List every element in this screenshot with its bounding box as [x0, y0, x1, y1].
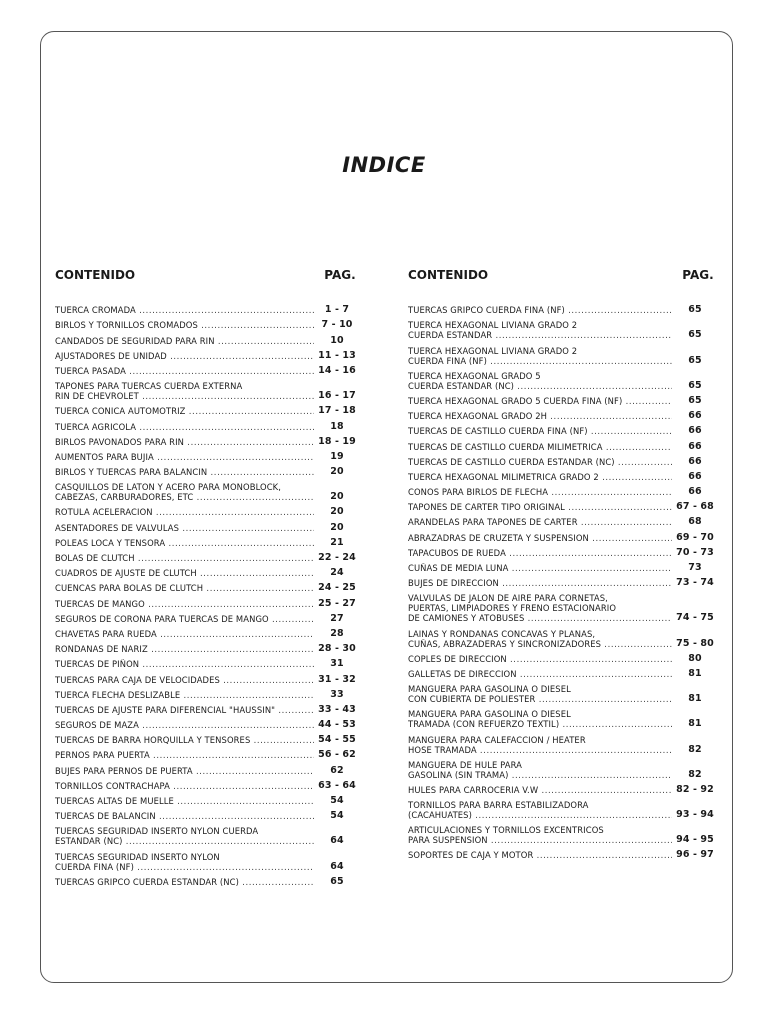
entry-title	[55, 406, 314, 416]
index-entry	[55, 776, 360, 791]
entry-title	[408, 346, 672, 366]
index-entry	[55, 517, 360, 532]
entry-title	[55, 305, 314, 315]
entry-page-number: 7 - 10	[321, 319, 353, 331]
entry-title	[55, 766, 314, 776]
entry-title-line: BIRLOS PAVONADOS PARA RIN .....	[55, 437, 314, 447]
index-entry	[55, 477, 360, 502]
index-entry	[408, 406, 718, 421]
entry-page-number: 65	[688, 379, 702, 391]
entry-page-number: 69 - 70	[676, 531, 714, 543]
entry-title-line: CUERDA FINA (NF) .....	[408, 356, 672, 366]
entry-page-number: 73 - 74	[676, 577, 714, 589]
entry-title	[408, 533, 672, 543]
entry-title-line: BIRLOS Y TORNILLOS CROMADOS .....	[55, 320, 314, 330]
entry-title	[55, 538, 314, 548]
entry-page-number: 68	[688, 516, 702, 528]
entry-page-number: 75 - 80	[676, 637, 714, 649]
index-entry	[408, 467, 718, 482]
entry-page-number: 21	[330, 536, 344, 548]
entry-title	[408, 800, 672, 820]
entry-title	[55, 877, 314, 887]
entry-title-line: BUJES DE DIRECCION .....	[408, 578, 672, 588]
entry-page-number: 33	[330, 688, 344, 700]
entry-title	[408, 563, 672, 573]
index-entry	[55, 745, 360, 760]
entry-title-line: TUERCAS SEGURIDAD INSERTO NYLON CUERDA	[55, 826, 259, 837]
entry-title-line: TUERCAS DE CASTILLO CUERDA FINA (NF) .....	[408, 426, 672, 436]
entry-page-number: 65	[688, 394, 702, 406]
entry-page-number: 11 - 13	[318, 349, 356, 361]
entry-page-number: 28 - 30	[318, 643, 356, 655]
entry-title	[408, 472, 672, 482]
pag-header: PAG.	[682, 268, 714, 282]
index-entry	[55, 578, 360, 593]
entry-title-line: PERNOS PARA PUERTA .....	[55, 750, 314, 760]
entry-page-number: 81	[688, 693, 702, 705]
entry-page-number: 73	[688, 562, 702, 573]
index-entry	[408, 729, 718, 754]
entry-title	[408, 735, 672, 755]
entry-title-line: ESTANDAR (NC) .....	[55, 836, 314, 846]
entry-page-number: 20	[330, 521, 344, 533]
entry-title-line: PARA SUSPENSION .....	[408, 835, 672, 845]
pag-header: PAG.	[324, 268, 356, 282]
index-entry	[55, 791, 360, 806]
entry-page-number: 25 - 27	[318, 597, 356, 609]
entry-page-number: 10	[330, 334, 344, 346]
right-column-header	[408, 268, 718, 288]
entry-page-number: 33 - 43	[318, 703, 356, 715]
index-entry	[55, 872, 360, 887]
index-entry	[55, 624, 360, 639]
index-entry	[408, 527, 718, 542]
index-entry	[55, 685, 360, 700]
entry-page-number: 17 - 18	[318, 405, 356, 417]
entry-page-number: 20	[330, 506, 344, 518]
entry-title	[55, 750, 314, 760]
entry-title-line: TUERCA HEXAGONAL MILIMETRICA GRADO 2 .....	[408, 472, 672, 482]
index-entry	[408, 558, 718, 573]
entry-title	[55, 351, 314, 361]
entry-title-line: CUERDA ESTANDAR (NC) .....	[408, 381, 672, 391]
entry-title	[55, 629, 314, 639]
left-column	[55, 268, 360, 887]
index-entry	[408, 588, 718, 623]
left-column-header	[55, 268, 360, 288]
entry-page-number: 27	[330, 612, 344, 624]
entry-title-line: TUERCA HEXAGONAL GRADO 5 CUERDA FINA (NF) .....	[408, 396, 672, 406]
entry-title-line: HULES PARA CARROCERIA V.W .....	[408, 785, 672, 795]
entry-title-line: ABRAZADRAS DE CRUZETA Y SUSPENSION .....	[408, 533, 672, 543]
index-entry	[55, 821, 360, 846]
entry-title	[55, 659, 314, 669]
entry-title	[408, 825, 672, 845]
index-entry	[55, 715, 360, 730]
entry-page-number: 67 - 68	[676, 501, 714, 513]
entry-title	[408, 487, 672, 497]
entry-page-number: 16 - 17	[318, 390, 356, 402]
entry-page-number: 44 - 53	[318, 719, 356, 731]
index-entry	[408, 649, 718, 664]
entry-title-line: TUERCA PASADA .....	[55, 366, 314, 376]
entry-title-line: CUENCAS PARA BOLAS DE CLUTCH .....	[55, 583, 314, 593]
entry-title	[55, 320, 314, 330]
index-entry	[55, 346, 360, 361]
entry-title	[408, 850, 672, 860]
entry-title	[408, 457, 672, 467]
index-entry	[408, 315, 718, 340]
right-entries	[408, 300, 718, 860]
entry-title-line: TUERCAS DE CASTILLO CUERDA ESTANDAR (NC) .....	[408, 457, 672, 467]
entry-title	[408, 654, 672, 664]
entry-title-line: TUERCA HEXAGONAL LIVIANA GRADO 2	[408, 320, 578, 331]
index-entry	[55, 447, 360, 462]
index-entry	[408, 482, 718, 497]
index-entry	[408, 497, 718, 512]
entry-title	[55, 599, 314, 609]
entry-title	[55, 690, 314, 700]
index-entry	[408, 679, 718, 704]
contenido-header: CONTENIDO	[55, 268, 136, 282]
entry-title	[408, 593, 672, 623]
entry-title-line: BOLAS DE CLUTCH .....	[55, 553, 314, 563]
entry-title-line: AJUSTADORES DE UNIDAD .....	[55, 351, 314, 361]
index-entry	[408, 780, 718, 795]
index-entry	[408, 573, 718, 588]
index-entry	[55, 760, 360, 775]
index-entry	[55, 401, 360, 416]
entry-title-line: BUJES PARA PERNOS DE PUERTA .....	[55, 766, 314, 776]
entry-title-line: MANGUERA PARA GASOLINA O DIESEL	[408, 709, 571, 720]
entry-title-line: TUERCA HEXAGONAL GRADO 2H .....	[408, 411, 672, 421]
entry-title-line: VALVULAS DE JALON DE AIRE PARA CORNETAS,	[408, 593, 608, 604]
entry-title-line: GALLETAS DE DIRECCION .....	[408, 669, 672, 679]
index-entry	[408, 421, 718, 436]
entry-title-line: TUERCAS DE CASTILLO CUERDA MILIMETRICA .....	[408, 442, 672, 452]
entry-page-number: 66	[688, 470, 702, 482]
right-column	[408, 268, 718, 860]
entry-title	[55, 467, 314, 477]
entry-title	[55, 675, 314, 685]
entry-title-line: PUERTAS, LIMPIADORES Y FRENO ESTACIONARIO	[408, 603, 617, 614]
entry-page-number: 31	[330, 658, 344, 670]
index-entry	[55, 502, 360, 517]
entry-title-line: TUERCA CONICA AUTOMOTRIZ .....	[55, 406, 314, 416]
index-entry	[408, 623, 718, 648]
entry-page-number: 14 - 16	[318, 364, 356, 376]
entry-page-number: 66	[688, 425, 702, 437]
entry-title-line: TUERCAS GRIPCO CUERDA FINA (NF) .....	[408, 305, 672, 315]
entry-title-line: TUERCA AGRICOLA .....	[55, 422, 314, 432]
entry-title	[408, 629, 672, 649]
entry-title-line: CANDADOS DE SEGURIDAD PARA RIN .....	[55, 336, 314, 346]
entry-page-number: 19	[330, 450, 344, 462]
entry-title	[55, 826, 314, 846]
entry-title	[55, 366, 314, 376]
index-entry	[408, 436, 718, 451]
index-entry	[55, 654, 360, 669]
entry-title-line: GASOLINA (SIN TRAMA) .....	[408, 770, 672, 780]
entry-title-line: MANGUERA PARA GASOLINA O DIESEL	[408, 684, 571, 695]
entry-title-line: TAPONES DE CARTER TIPO ORIGINAL .....	[408, 502, 672, 512]
index-entry	[55, 669, 360, 684]
entry-page-number: 70 - 73	[676, 546, 714, 558]
entry-title-line: TUERCA HEXAGONAL LIVIANA GRADO 2	[408, 345, 578, 356]
entry-title-line: SEGUROS DE MAZA .....	[55, 720, 314, 730]
entry-title	[55, 796, 314, 806]
index-entry	[408, 512, 718, 527]
entry-page-number: 24	[330, 567, 344, 579]
entry-title-line: TUERCAS DE BALANCIN .....	[55, 811, 314, 821]
index-entry	[55, 315, 360, 330]
index-entry	[55, 330, 360, 345]
entry-title-line: TUERCA CROMADA .....	[55, 305, 314, 315]
entry-page-number: 18	[330, 420, 344, 432]
entry-title-line: TORNILLOS PARA BARRA ESTABILIZADORA	[408, 800, 589, 811]
index-entry	[408, 795, 718, 820]
index-entry	[55, 416, 360, 431]
entry-title	[408, 396, 672, 406]
entry-page-number: 66	[688, 486, 702, 498]
entry-page-number: 31 - 32	[318, 673, 356, 685]
entry-title-line: TUERCA HEXAGONAL GRADO 5	[408, 370, 541, 381]
entry-page-number: 66	[688, 410, 702, 422]
index-entry	[55, 609, 360, 624]
entry-page-number: 24 - 25	[318, 582, 356, 594]
entry-title	[55, 644, 314, 654]
entry-page-number: 93 - 94	[676, 809, 714, 821]
entry-title	[55, 852, 314, 872]
entry-title	[55, 781, 314, 791]
entry-page-number: 82	[688, 768, 702, 780]
entry-title-line: RIN DE CHEVROLET .....	[55, 391, 314, 401]
left-entries	[55, 300, 360, 887]
entry-title	[55, 482, 314, 502]
entry-page-number: 82 - 92	[676, 783, 714, 795]
entry-title-line: SOPORTES DE CAJA Y MOTOR .....	[408, 850, 672, 860]
entry-page-number: 20	[330, 491, 344, 503]
entry-title	[55, 568, 314, 578]
entry-title-line: TAPACUBOS DE RUEDA .....	[408, 548, 672, 558]
entry-title	[55, 336, 314, 346]
index-entry	[408, 366, 718, 391]
index-entry	[408, 704, 718, 729]
entry-title	[408, 760, 672, 780]
entry-title	[408, 502, 672, 512]
entry-title-line: TUERCAS SEGURIDAD INSERTO NYLON	[55, 851, 220, 862]
entry-page-number: 65	[330, 875, 344, 887]
entry-title	[408, 426, 672, 436]
entry-title	[408, 684, 672, 704]
entry-title	[55, 705, 314, 715]
entry-page-number: 66	[688, 440, 702, 452]
index-entry	[408, 543, 718, 558]
index-entry	[55, 593, 360, 608]
entry-title-line: TUERCAS DE MANGO .....	[55, 599, 314, 609]
entry-title	[55, 720, 314, 730]
index-entry	[55, 548, 360, 563]
entry-title	[55, 614, 314, 624]
entry-page-number: 22 - 24	[318, 552, 356, 563]
entry-title-line: ROTULA ACELERACION .....	[55, 507, 314, 517]
entry-page-number: 64	[330, 860, 344, 872]
entry-title-line: TUERCA FLECHA DESLIZABLE .....	[55, 690, 314, 700]
entry-title	[55, 507, 314, 517]
index-entry	[55, 462, 360, 477]
entry-page-number: 81	[688, 667, 702, 679]
index-entry	[408, 300, 718, 315]
entry-page-number: 64	[330, 835, 344, 847]
index-entry	[55, 361, 360, 376]
entry-title-line: BIRLOS Y TUERCAS PARA BALANCIN .....	[55, 467, 314, 477]
entry-title	[55, 553, 314, 563]
index-entry	[55, 730, 360, 745]
entry-page-number: 28	[330, 627, 344, 639]
entry-page-number: 62	[330, 764, 344, 776]
entry-title-line: TAPONES PARA TUERCAS CUERDA EXTERNA	[55, 381, 243, 392]
entry-title-line: POLEAS LOCA Y TENSORA .....	[55, 538, 314, 548]
entry-page-number: 18 - 19	[318, 435, 356, 447]
entry-title	[408, 371, 672, 391]
entry-title-line: CHAVETAS PARA RUEDA .....	[55, 629, 314, 639]
entry-title-line: (CACAHUATES) .....	[408, 810, 672, 820]
entry-title-line: TORNILLOS CONTRACHAPA .....	[55, 781, 314, 791]
entry-title-line: ARTICULACIONES Y TORNILLOS EXCENTRICOS	[408, 825, 604, 836]
entry-page-number: 56 - 62	[318, 749, 356, 761]
entry-title	[55, 583, 314, 593]
entry-page-number: 65	[688, 329, 702, 341]
entry-title	[408, 709, 672, 729]
entry-title	[408, 320, 672, 340]
entry-title-line: SEGUROS DE CORONA PARA TUERCAS DE MANGO .....	[55, 614, 314, 624]
entry-title-line: HOSE TRAMADA .....	[408, 745, 672, 755]
entry-title-line: AUMENTOS PARA BUJIA .....	[55, 452, 314, 462]
entry-title-line: CUERDA FINA (NF) .....	[55, 862, 314, 872]
index-entry	[55, 563, 360, 578]
entry-title-line: RONDANAS DE NARIZ .....	[55, 644, 314, 654]
entry-title	[55, 381, 314, 401]
entry-title-line: MANGUERA PARA CALEFACCION / HEATER	[408, 734, 586, 745]
entry-title	[408, 548, 672, 558]
entry-title-line: TUERCAS PARA CAJA DE VELOCIDADES .....	[55, 675, 314, 685]
index-entry	[55, 639, 360, 654]
index-entry	[55, 376, 360, 401]
entry-page-number: 63 - 64	[318, 779, 356, 791]
entry-title	[55, 437, 314, 447]
entry-title	[55, 735, 314, 745]
index-entry	[408, 664, 718, 679]
entry-page-number: 54 - 55	[318, 734, 356, 746]
entry-title-line: CONOS PARA BIRLOS DE FLECHA .....	[408, 487, 672, 497]
index-entry	[408, 820, 718, 845]
entry-title	[55, 422, 314, 432]
entry-title-line: TUERCAS ALTAS DE MUELLE .....	[55, 796, 314, 806]
entry-title	[55, 811, 314, 821]
entry-title	[408, 442, 672, 452]
index-entry	[55, 432, 360, 447]
entry-title-line: CUÑAS DE MEDIA LUNA .....	[408, 563, 672, 573]
index-entry	[408, 755, 718, 780]
entry-page-number: 65	[688, 354, 702, 366]
entry-title	[408, 305, 672, 315]
entry-page-number: 96 - 97	[676, 849, 714, 861]
entry-title-line: TUERCAS DE AJUSTE PARA DIFERENCIAL "HAUSSIN" .....	[55, 705, 314, 715]
entry-title-line: TUERCAS DE PIÑON .....	[55, 659, 314, 669]
entry-title-line: CUÑAS, ABRAZADERAS Y SINCRONIZADORES .....	[408, 639, 672, 649]
entry-page-number: 20	[330, 466, 344, 478]
entry-title-line: ASENTADORES DE VALVULAS .....	[55, 523, 314, 533]
entry-title	[408, 517, 672, 527]
entry-title	[408, 411, 672, 421]
entry-page-number: 80	[688, 652, 702, 664]
entry-title	[408, 785, 672, 795]
entry-title-line: COPLES DE DIRECCION .....	[408, 654, 672, 664]
entry-title-line: CON CUBIERTA DE POLIESTER .....	[408, 694, 672, 704]
entry-page-number: 1 - 7	[324, 304, 350, 316]
entry-title-line: MANGUERA DE HULE PARA	[408, 759, 523, 770]
entry-title-line: CABEZAS, CARBURADORES, ETC .....	[55, 492, 314, 502]
entry-page-number: 65	[688, 304, 702, 316]
entry-title-line: CASQUILLOS DE LATON Y ACERO PARA MONOBLOCK,	[55, 482, 282, 493]
entry-title-line: TUERCAS DE BARRA HORQUILLA Y TENSORES .....	[55, 735, 314, 745]
entry-title-line: TRAMADA (CON REFUERZO TEXTIL) .....	[408, 719, 672, 729]
entry-page-number: 81	[688, 718, 702, 730]
entry-title	[55, 452, 314, 462]
entry-title-line: ARANDELAS PARA TAPONES DE CARTER .....	[408, 517, 672, 527]
index-entry	[55, 846, 360, 871]
entry-title	[55, 523, 314, 533]
index-entry	[55, 300, 360, 315]
entry-title	[408, 669, 672, 679]
index-entry	[408, 845, 718, 860]
index-entry	[408, 391, 718, 406]
entry-title-line: LAINAS Y RONDANAS CONCAVAS Y PLANAS,	[408, 628, 596, 639]
index-entry	[55, 806, 360, 821]
index-entry	[55, 533, 360, 548]
entry-page-number: 66	[688, 455, 702, 467]
entry-page-number: 74 - 75	[676, 612, 714, 624]
index-entry	[55, 700, 360, 715]
page-title: INDICE	[342, 153, 426, 177]
index-entry	[408, 452, 718, 467]
contenido-header: CONTENIDO	[408, 268, 489, 282]
entry-title	[408, 578, 672, 588]
entry-page-number: 82	[688, 743, 702, 755]
entry-title-line: CUERDA ESTANDAR .....	[408, 330, 672, 340]
index-entry	[408, 340, 718, 365]
entry-page-number: 94 - 95	[676, 834, 714, 846]
entry-title-line: TUERCAS GRIPCO CUERDA ESTANDAR (NC) .....	[55, 877, 314, 887]
entry-page-number: 54	[330, 810, 344, 822]
entry-title-line: CUADROS DE AJUSTE DE CLUTCH .....	[55, 568, 314, 578]
entry-page-number: 54	[330, 795, 344, 806]
entry-title-line: DE CAMIONES Y ATOBUSES .....	[408, 613, 672, 623]
